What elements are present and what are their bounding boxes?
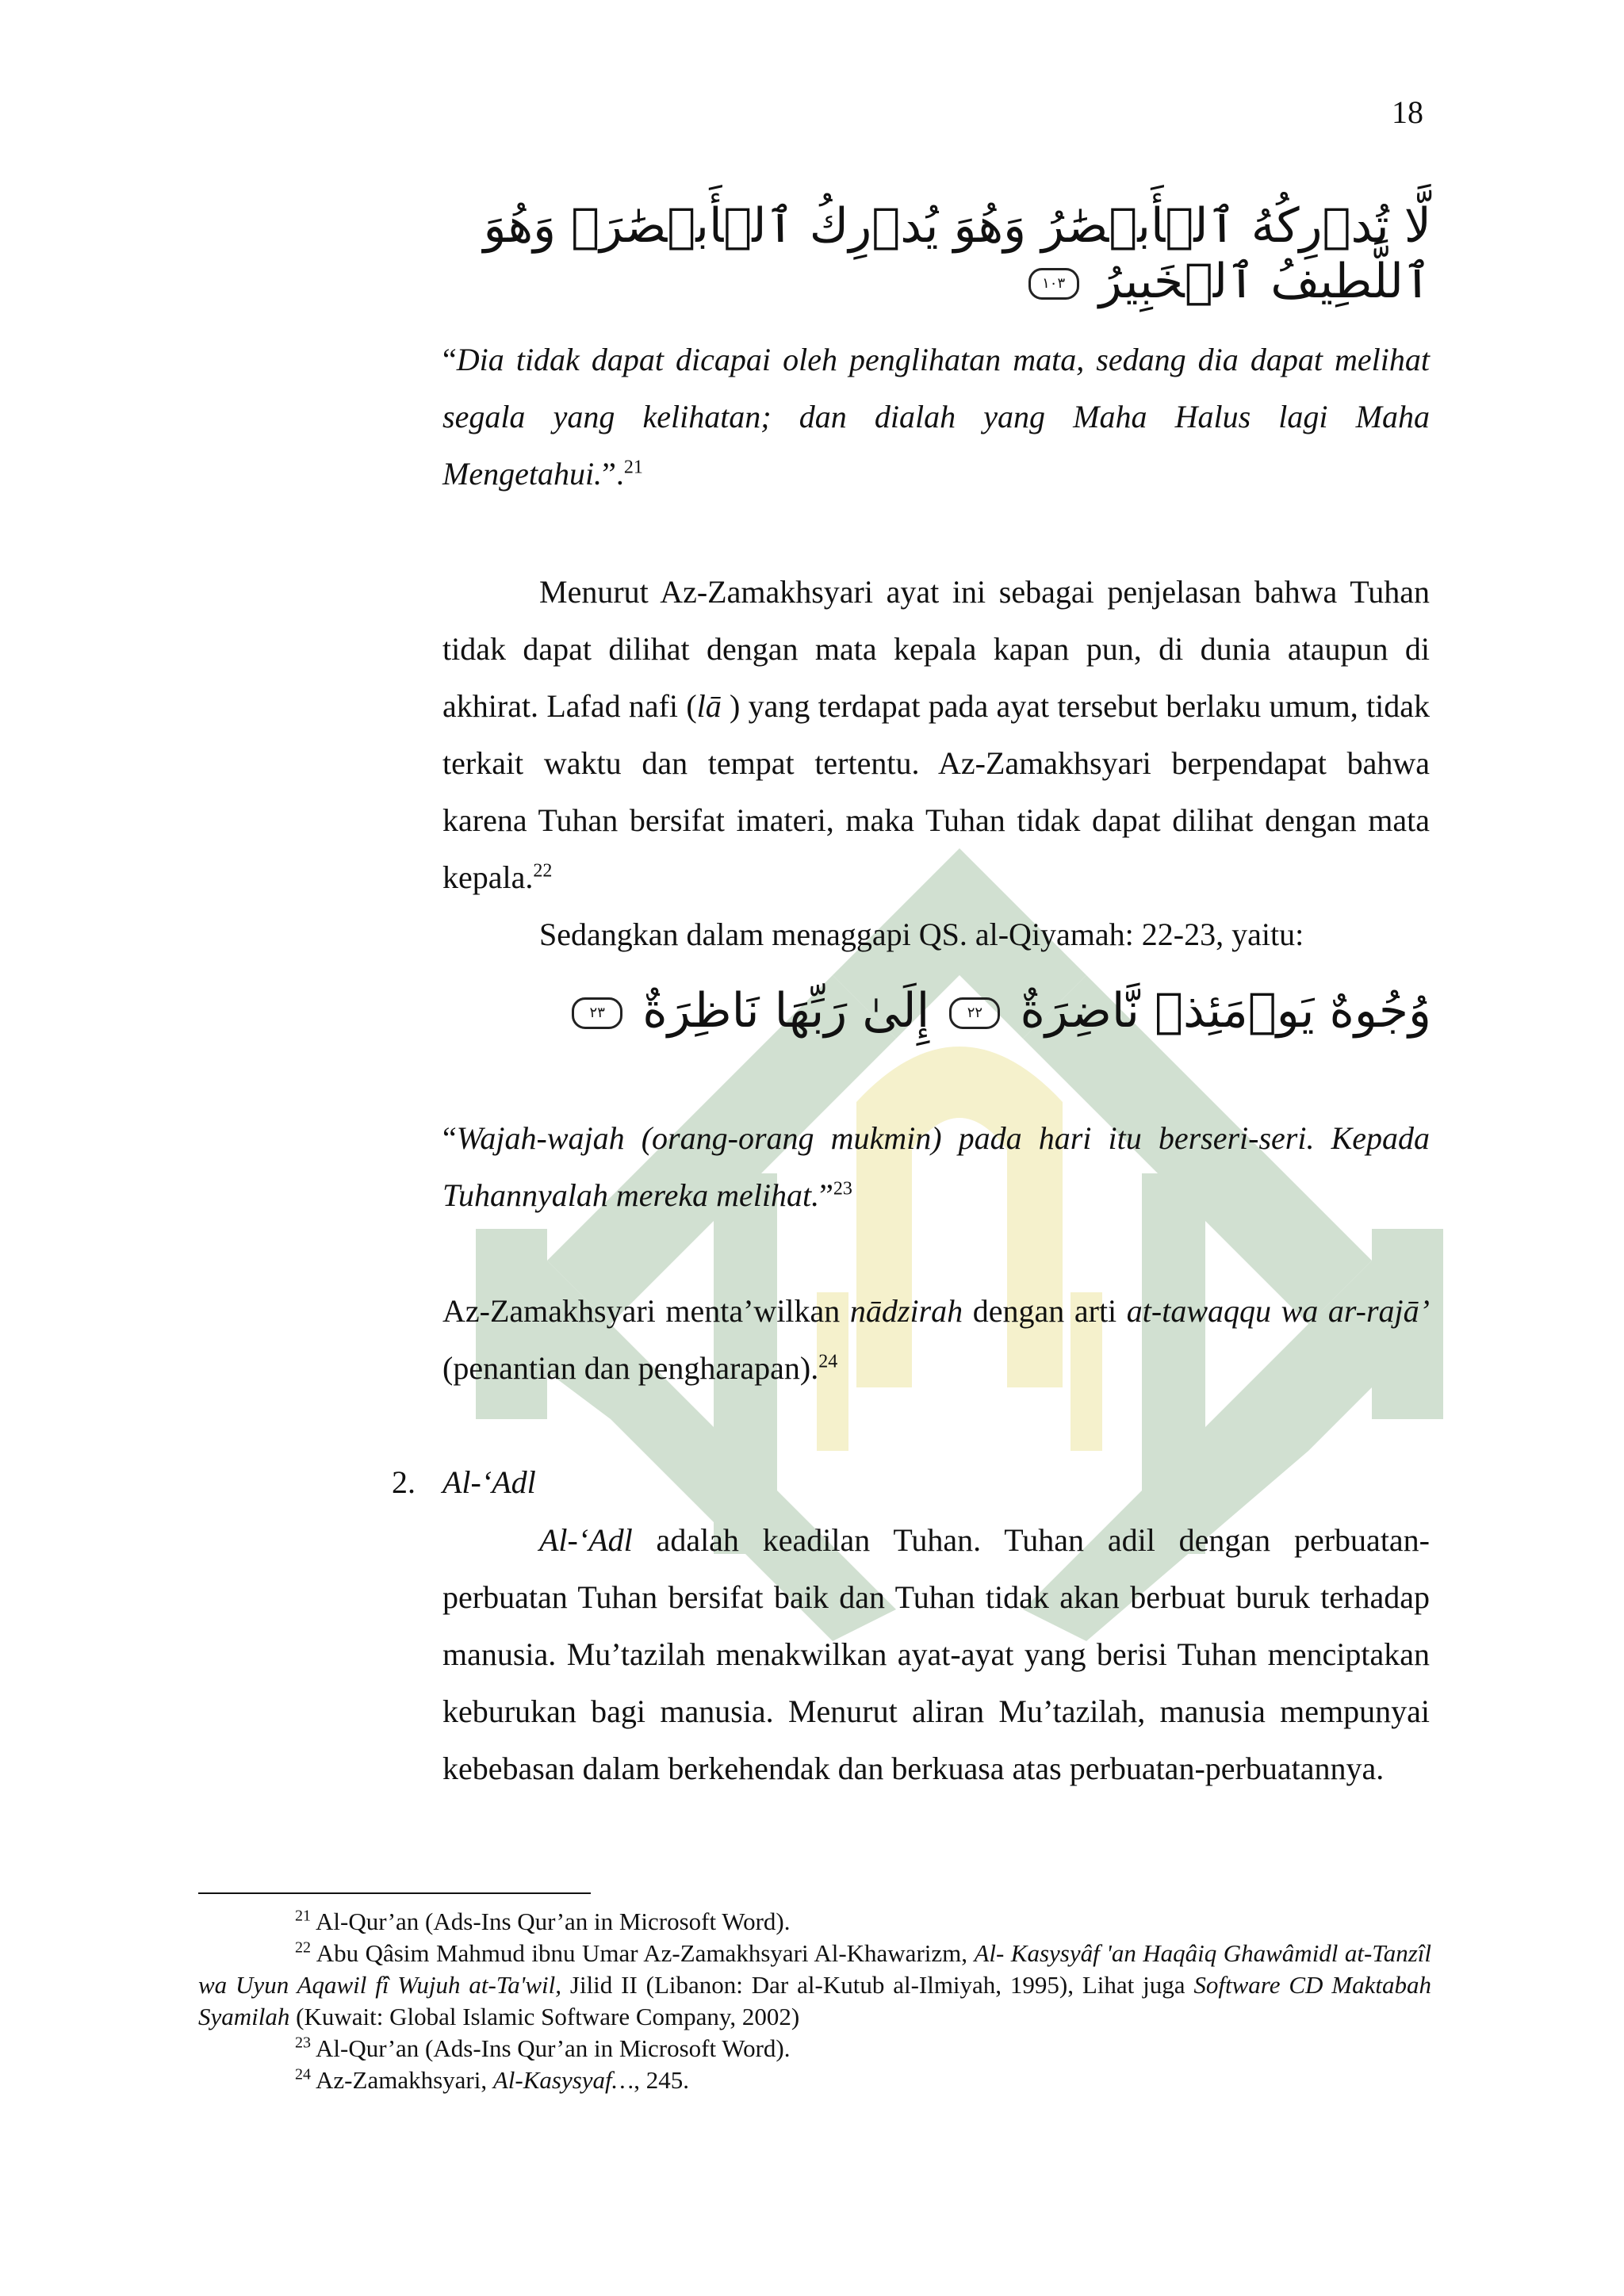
translation-text: Wajah-wajah (orang-orang mukmin) pada hari itu berseri-seri. Kepada Tuhannyalah mereka melihat. — [442, 1120, 1430, 1213]
ayah-number-marker: ١٠٣ — [1028, 268, 1079, 300]
section-number-2: 2. — [392, 1464, 416, 1500]
translation-1 — [442, 331, 1430, 503]
paragraph-text: dengan arti — [963, 1293, 1127, 1329]
footnote-text: (Kuwait: Global Islamic Software Company, 2002) — [289, 2003, 800, 2030]
translation-2 — [442, 1110, 1430, 1224]
footnote-number: 24 — [295, 2065, 311, 2084]
ayah-number-marker-23: ٢٣ — [572, 997, 622, 1029]
term-nadzirah: nādzirah — [849, 1293, 963, 1329]
paragraph-text: (penantian dan pengharapan). — [442, 1350, 819, 1386]
term-tawaqqu: at-tawaqqu wa ar-rajā’ — [1126, 1293, 1430, 1329]
paragraph-tawil-nadzirah — [442, 1283, 1430, 1397]
arabic-verse-text: لَّا تُدۡرِكُهُ ٱلۡأَبۡصَٰرُ وَهُوَ يُدۡرِكُ ٱلۡأَبۡصَٰرَۖ وَهُوَ ٱللَّطِيفُ ٱلۡخَبِيرُ — [483, 198, 1431, 309]
section-heading-al-adl: Al-‘Adl — [442, 1464, 536, 1500]
footnote-text: , 245. — [634, 2066, 689, 2094]
footnote-21 — [198, 1906, 1431, 1938]
footnote-ref-23: 23 — [833, 1178, 852, 1200]
footnote-software-title: Software CD Maktabah Syamilah — [198, 1971, 1431, 2030]
footnote-number: 23 — [295, 2034, 311, 2052]
close-quote: ”. — [602, 456, 624, 492]
paragraph-al-adl — [442, 1512, 1430, 1797]
arabic-verse-text-22: وُجُوهٌ يَوۡمَئِذٖ نَّاضِرَةٌ — [1020, 983, 1431, 1039]
footnote-book-title: Al- Kasysyâf 'an Haqâiq Ghawâmidl at-Tanzîl wa Uyun Aqawil fî Wujuh at-Ta'wil, — [198, 1939, 1431, 1999]
footnote-23 — [198, 2033, 1431, 2064]
open-quote: “ — [442, 342, 457, 377]
paragraph-qiyamah-intro: Sedangkan dalam menaggapi QS. al-Qiyamah: 22-23, yaitu: — [539, 916, 1304, 952]
arabic-verse-text-23: إِلَىٰ رَبِّهَا نَاظِرَةٌ — [642, 983, 930, 1039]
ayah-number-marker-22: ٢٢ — [949, 997, 1000, 1029]
quran-verse-al-anam-103 — [444, 198, 1431, 309]
term-al-adl: Al-‘Adl — [539, 1522, 633, 1558]
footnote-text: Jilid II (Libanon: Dar al-Kutub al-Ilmiyah, 1995), Lihat juga — [561, 1971, 1194, 1999]
footnote-ref-24: 24 — [818, 1351, 838, 1372]
open-quote: “ — [442, 1120, 457, 1156]
translation-text: Dia tidak dapat dicapai oleh penglihatan mata, sedang dia dapat melihat segala yang kelihatan; dan dialah yang Maha Halus lagi Maha Mengetahui. — [442, 342, 1430, 492]
footnote-ref-22: 22 — [533, 860, 553, 882]
footnote-text: Al-Qur’an (Ads-Ins Qur’an in Microsoft Word). — [311, 2034, 791, 2062]
footnote-book-title: Al-Kasysyaf… — [492, 2066, 634, 2094]
paragraph-text: Az-Zamakhsyari menta’wilkan — [442, 1293, 850, 1329]
footnote-separator — [198, 1892, 591, 1894]
paragraph-text: adalah keadilan Tuhan. Tuhan adil dengan perbuatan-perbuatan Tuhan bersifat baik dan Tuhan tidak akan berbuat buruk terhadap manusia. Mu’tazilah menakwilkan ayat-ayat yang berisi Tuhan menciptakan keburukan bagi manusia. Menurut aliran Mu’tazilah, manusia mempunyai kebebasan dalam berkehendak dan berkuasa atas perbuatan-perbuatannya. — [442, 1522, 1430, 1786]
paragraph-text: ) yang terdapat pada ayat tersebut berlaku umum, tidak terkait waktu dan tempat tertentu. Az-Zamakhsyari berpendapat bahwa karena Tuhan bersifat imateri, maka Tuhan tidak dapat dilihat dengan mata kepala. — [442, 688, 1430, 895]
paragraph-text: Menurut Az-Zamakhsyari ayat ini sebagai penjelasan bahwa Tuhan tidak dapat dilihat dengan mata kepala kapan pun, di dunia ataupun di akhirat. Lafad nafi ( — [442, 574, 1430, 724]
footnote-24 — [198, 2064, 1431, 2096]
term-la: lā — [696, 688, 722, 724]
quran-verse-al-qiyamah-22-23 — [444, 983, 1431, 1039]
footnote-text: Az-Zamakhsyari, — [311, 2066, 493, 2094]
footnote-22 — [198, 1938, 1431, 2033]
footnote-number: 22 — [295, 1938, 311, 1957]
paragraph-zamakhsyari-explanation — [442, 564, 1430, 906]
footnote-text: Al-Qur’an (Ads-Ins Qur’an in Microsoft Word). — [311, 1908, 791, 1935]
footnote-ref-21: 21 — [623, 457, 643, 478]
close-quote: ” — [819, 1177, 833, 1213]
footnote-number: 21 — [295, 1907, 311, 1925]
footnote-text: Abu Qâsim Mahmud ibnu Umar Az-Zamakhsyari Al-Khawarizm, — [311, 1939, 975, 1967]
page-number: 18 — [1392, 94, 1423, 130]
